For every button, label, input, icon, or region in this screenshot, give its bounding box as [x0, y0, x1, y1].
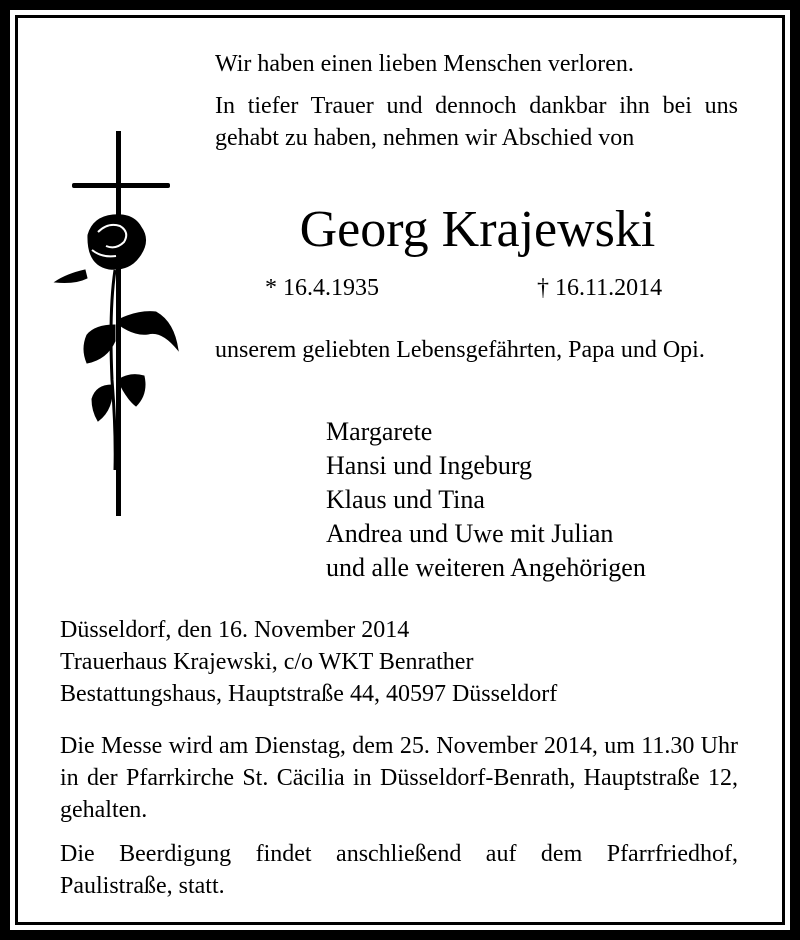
- address-block: [60, 614, 557, 710]
- mourner: Klaus und Tina: [326, 485, 485, 514]
- mourner: Andrea und Uwe mit Julian: [326, 519, 614, 548]
- mourner: Margarete: [326, 417, 433, 446]
- mass-info: Die Messe wird am Dienstag, dem 25. November 2014, um 11.30 Uhr in der Pfarrkirche St. Cäcilia in Düsseldorf-Benrath, Hauptstraße 12, gehalten.: [60, 733, 738, 823]
- deceased-name: Georg Krajewski: [299, 201, 656, 258]
- mourners-list: [326, 415, 646, 585]
- farewell-paragraph: In tiefer Trauer und dennoch dankbar ihn bei uns gehabt zu haben, nehmen wir Abschied von: [215, 93, 738, 151]
- funeral-home-address: Bestattungshaus, Hauptstraße 44, 40597 Düsseldorf: [60, 681, 558, 707]
- relation-text: unserem geliebten Lebensgefährten, Papa und Opi.: [215, 337, 705, 363]
- birth-date: * 16.4.1935: [265, 275, 379, 301]
- intro-line: Wir haben einen lieben Menschen verloren.: [215, 51, 634, 77]
- burial-info: Die Beerdigung findet anschließend auf dem Pfarrfriedhof, Paulistraße, statt.: [60, 841, 738, 899]
- mourning-house: Trauerhaus Krajewski, c/o WKT Benrather: [60, 649, 474, 675]
- place-date: Düsseldorf, den 16. November 2014: [60, 617, 410, 643]
- death-date: † 16.11.2014: [537, 275, 663, 301]
- mourner: Hansi und Ingeburg: [326, 451, 533, 480]
- mourner: und alle weiteren Angehörigen: [326, 553, 646, 582]
